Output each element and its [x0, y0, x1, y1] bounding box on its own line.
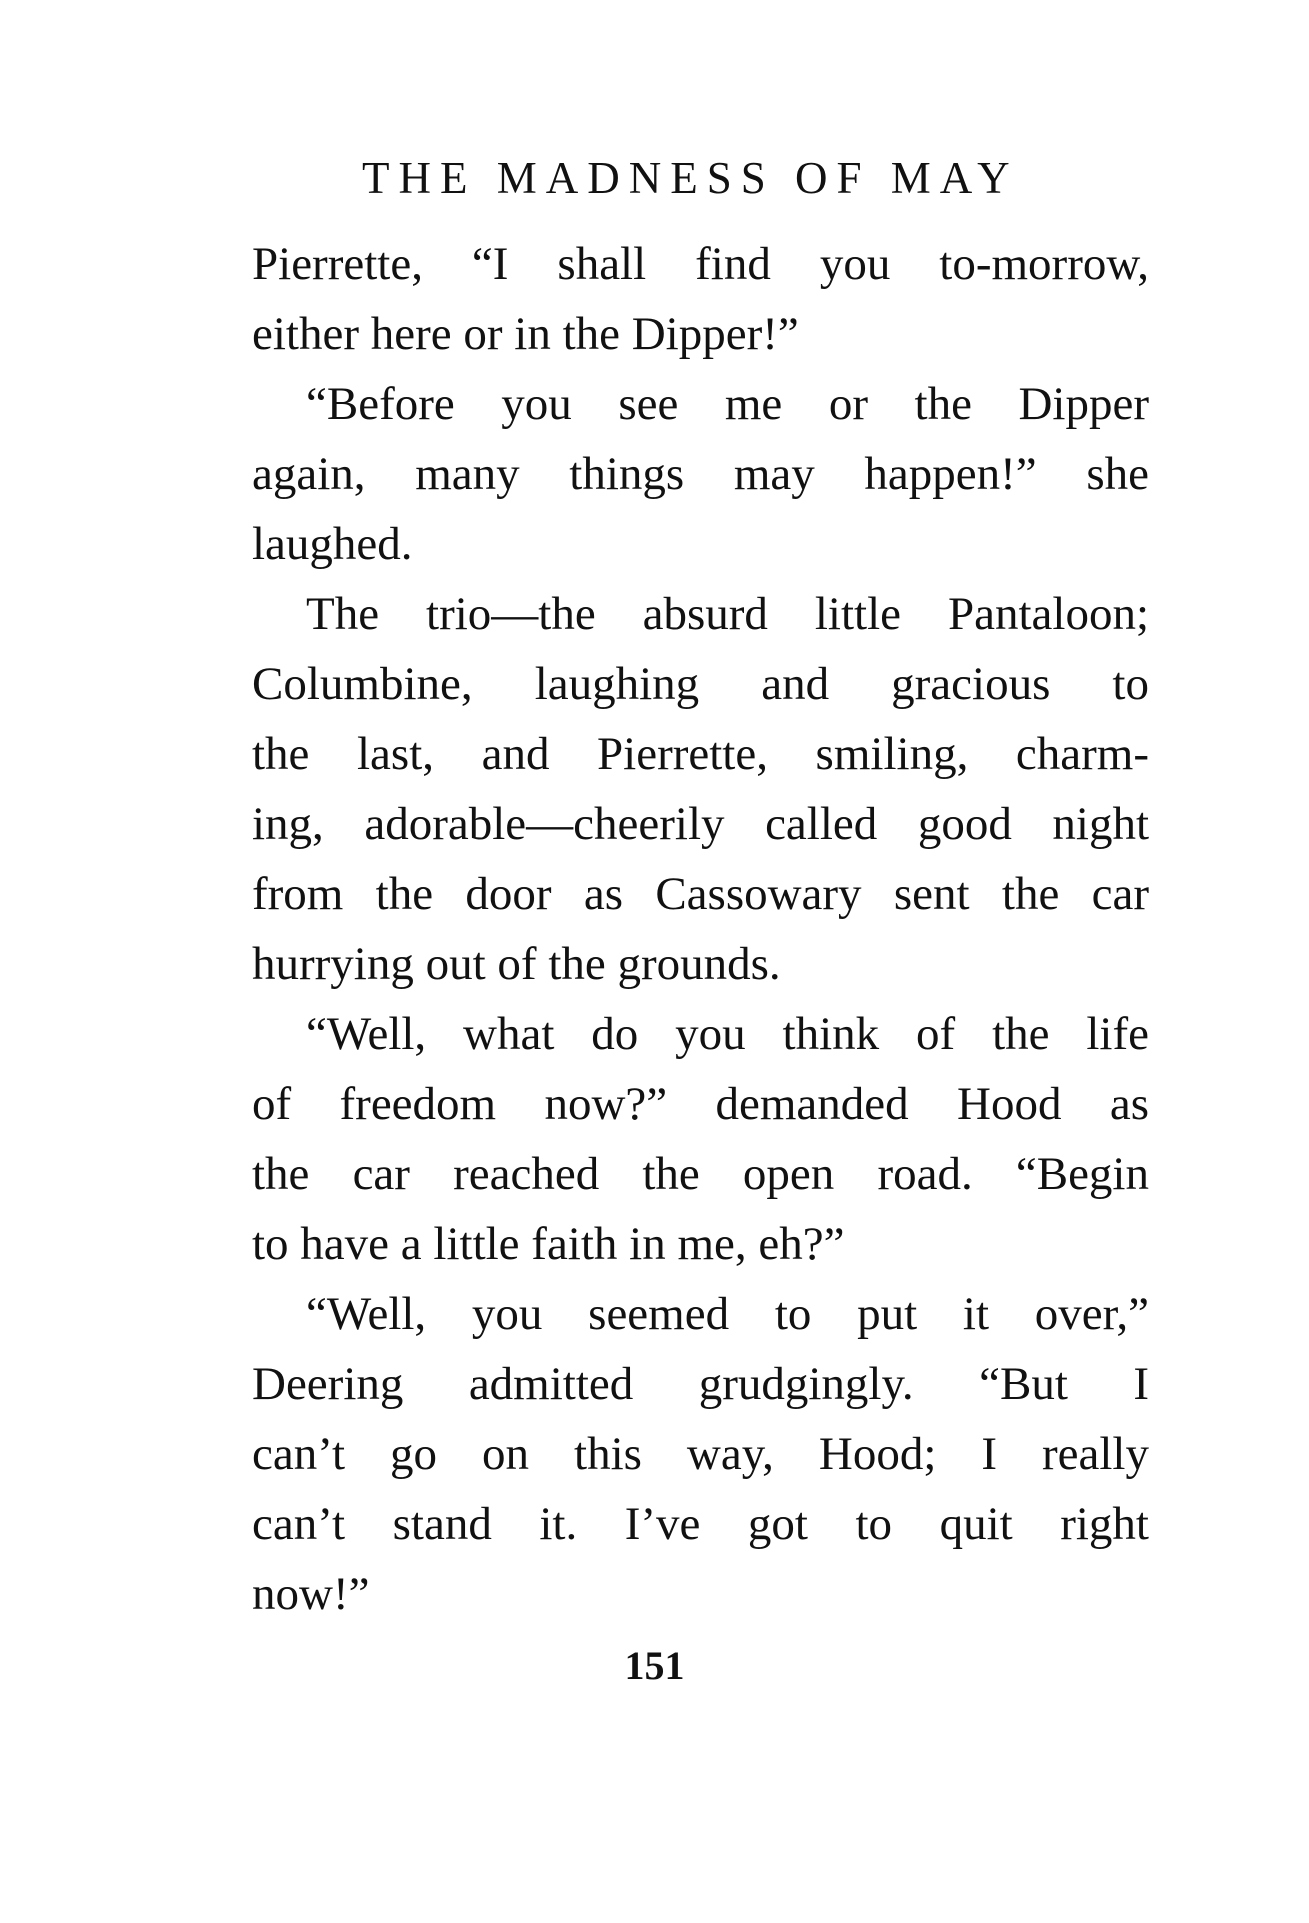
text-line: hurrying out of the grounds.: [252, 938, 781, 990]
text-line: Columbine, laughing and gracious to: [252, 658, 1149, 710]
running-head: THE MADNESS OF MAY: [362, 153, 1019, 203]
text-line: the car reached the open road. “Begin: [252, 1148, 1149, 1200]
text-line: “Before you see me or the Dipper: [306, 378, 1149, 430]
text-line: laughed.: [252, 518, 413, 570]
text-line: “Well, you seemed to put it over,”: [306, 1288, 1149, 1340]
text-line: “Well, what do you think of the life: [306, 1008, 1149, 1060]
text-line: The trio—the absurd little Pantaloon;: [306, 588, 1149, 640]
text-line: ing, adorable—cheerily called good night: [252, 798, 1149, 850]
text-line: to have a little faith in me, eh?”: [252, 1218, 845, 1270]
text-line: either here or in the Dipper!”: [252, 308, 799, 360]
page-number: 151: [624, 1643, 685, 1688]
text-line: can’t stand it. I’ve got to quit right: [252, 1498, 1149, 1550]
paragraph: [252, 1279, 1149, 1629]
text-line: the last, and Pierrette, smiling, charm-: [252, 728, 1149, 780]
paragraph: [252, 999, 1149, 1279]
text-line: now!”: [252, 1568, 370, 1620]
text-line: can’t go on this way, Hood; I really: [252, 1428, 1149, 1480]
text-line: again, many things may happen!” she: [252, 448, 1149, 500]
body-text: [252, 229, 1149, 1629]
text-line: from the door as Cassowary sent the car: [252, 868, 1149, 920]
paragraph: [252, 369, 1149, 579]
paragraph: [252, 579, 1149, 999]
text-line: Pierrette, “I shall find you to-morrow,: [252, 238, 1149, 290]
paragraph: [252, 229, 1149, 369]
text-line: Deering admitted grudgingly. “But I: [252, 1358, 1149, 1410]
text-line: of freedom now?” demanded Hood as: [252, 1078, 1149, 1130]
